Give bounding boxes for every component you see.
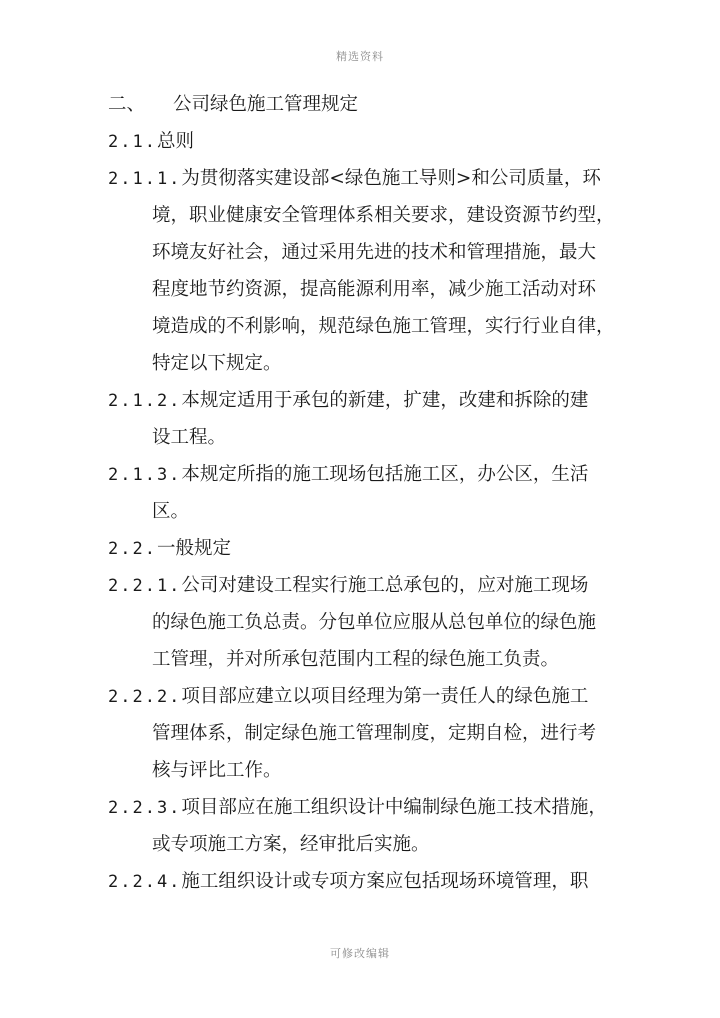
clause-line: 公司对建设工程实行施工总承包的，应对施工现场 (181, 575, 589, 596)
clause-line: 项目部应在施工组织设计中编制绿色施工技术措施， (181, 797, 607, 818)
clause-2-2-4 (108, 863, 628, 900)
clause-2-1-2 (108, 382, 628, 456)
clause-2-2-2 (108, 678, 628, 789)
clause-line: 设工程。 (152, 427, 227, 448)
page-header: 精选资料 (336, 50, 384, 63)
clause-line: 本规定所指的施工现场包括施工区，办公区，生活 (181, 464, 589, 485)
clause-line: 工管理，并对所承包范围内工程的绿色施工负责。 (152, 649, 560, 670)
clause-line: 或专项施工方案，经审批后实施。 (152, 834, 430, 855)
clause-line: 施工组织设计或专项方案应包括现场环境管理，职 (181, 871, 589, 892)
clause-line: 程度地节约资源，提高能源利用率，减少施工活动对环 (152, 279, 597, 300)
subsection-number: 2.2. (108, 539, 157, 559)
section-heading (108, 86, 628, 123)
clause-line: 境，职业健康安全管理体系相关要求，建设资源节约型， (152, 205, 615, 226)
document-body (108, 86, 628, 900)
clause-number: 2.1.3. (108, 465, 182, 485)
clause-number: 2.2.3. (108, 798, 182, 818)
subsection-number: 2.1. (108, 132, 157, 152)
clause-line: 的绿色施工负总责。分包单位应服从总包单位的绿色施 (152, 612, 597, 633)
clause-line: 本规定适用于承包的新建，扩建，改建和拆除的建 (181, 390, 589, 411)
subsection-title: 总则 (156, 131, 194, 152)
clause-line: 特定以下规定。 (152, 353, 282, 374)
section-title: 公司绿色施工管理规定 (173, 94, 359, 115)
clause-line: 区。 (152, 501, 190, 522)
clause-number: 2.1.2. (108, 391, 182, 411)
clause-line: 环境友好社会，通过采用先进的技术和管理措施，最大 (152, 242, 597, 263)
clause-line: 核与评比工作。 (152, 760, 282, 781)
section-number: 二、 (108, 94, 146, 115)
clause-line: 境造成的不利影响，规范绿色施工管理，实行行业自律， (152, 316, 615, 337)
clause-number: 2.2.4. (108, 872, 182, 892)
clause-line: 为贯彻落实建设部<绿色施工导则>和公司质量，环 (181, 168, 601, 189)
subsection-heading (108, 530, 628, 567)
clause-number: 2.2.1. (108, 576, 182, 596)
clause-line: 管理体系，制定绿色施工管理制度，定期自检，进行考 (152, 723, 597, 744)
clause-2-2-1 (108, 567, 628, 678)
page-footer: 可修改编辑 (330, 947, 390, 960)
clause-number: 2.2.2. (108, 687, 182, 707)
clause-2-2-3 (108, 789, 628, 863)
subsection-title: 一般规定 (156, 538, 231, 559)
clause-2-1-1 (108, 160, 628, 382)
subsection-heading (108, 123, 628, 160)
clause-line: 项目部应建立以项目经理为第一责任人的绿色施工 (181, 686, 589, 707)
clause-number: 2.1.1. (108, 169, 182, 189)
clause-2-1-3 (108, 456, 628, 530)
